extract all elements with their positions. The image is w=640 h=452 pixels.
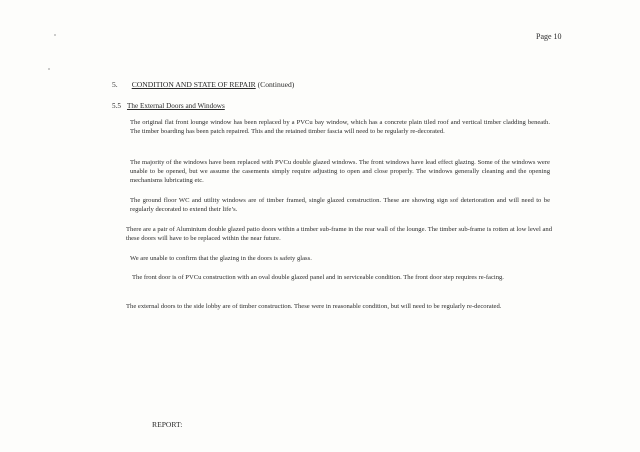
paragraph: The front door is of PVCu construction with an oval double glazed panel and in serviceable condition. The front door step requires re-facing. xyxy=(132,274,504,281)
scan-speck xyxy=(48,68,50,70)
section-suffix: (Continued) xyxy=(257,80,295,89)
section-heading xyxy=(112,80,294,89)
section-title: CONDITION AND STATE OF REPAIR xyxy=(131,80,256,89)
section-number: 5. xyxy=(112,80,118,89)
paragraph: The majority of the windows have been replaced with PVCu double glazed windows. The front windows have lead effect glazing. Some of the windows were unable to be opened, but we assume the casements simply require adjusting to open and close properly. The windows generally cleaning and the opening mechanisms lubricating etc. xyxy=(130,159,550,184)
paragraph: The ground floor WC and utility windows are of timber framed, single glazed construction. These are showing sign sof deterioration and will need to be regularly decorated to extend their life’s. xyxy=(130,197,550,213)
report-label: REPORT: xyxy=(152,420,183,429)
paragraph: There are a pair of Aluminium double glazed patio doors within a timber sub-frame in the rear wall of the lounge. The timber sub-frame is rotten at low level and these doors will have to be replaced within the near future. xyxy=(126,226,552,242)
subsection-heading xyxy=(112,102,225,110)
paragraph: We are unable to confirm that the glazing in the doors is safety glass. xyxy=(130,255,312,262)
scan-speck xyxy=(54,34,56,36)
page-number: Page 10 xyxy=(536,32,562,41)
subsection-number: 5.5 xyxy=(112,102,121,110)
paragraph: The original flat front lounge window has been replaced by a PVCu bay window, which has a concrete plain tiled roof and vertical timber cladding beneath. The timber boarding has been patch repaired. This and the retained timber fascia will need to be regularly re-decorated. xyxy=(130,119,550,135)
paragraph: The external doors to the side lobby are of timber construction. These were in reasonable condition, but will need to be regularly re-decorated. xyxy=(126,303,502,310)
subsection-title: The External Doors and Windows xyxy=(126,102,225,110)
